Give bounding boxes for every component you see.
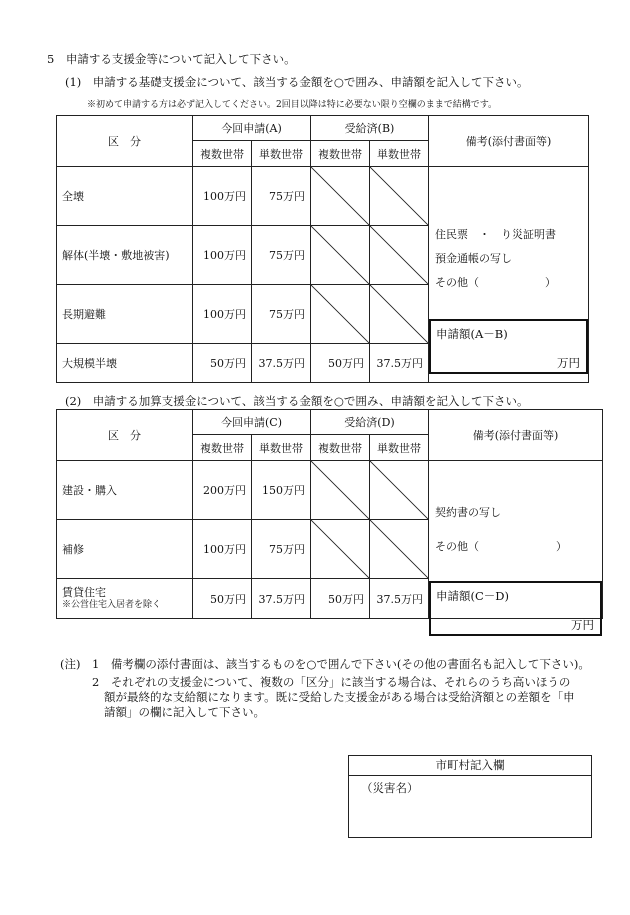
amount-cell[interactable]: 150万円 <box>252 461 311 520</box>
current-single-header: 単数世帯 <box>252 141 311 167</box>
row-label: 補修 <box>57 520 193 579</box>
amount-cell[interactable]: 100万円 <box>193 520 252 579</box>
amount-cell[interactable]: 37.5万円 <box>370 344 429 383</box>
amount-cell[interactable]: 100万円 <box>193 167 252 226</box>
diagonal-cell <box>311 167 370 226</box>
amount-cell[interactable]: 50万円 <box>311 344 370 383</box>
remarks-line[interactable]: その他（ ） <box>435 539 567 553</box>
basic-note: ※初めて申請する方は必ず記入してください。2回目以降は特に必要ない限り空欄のままで結構です。 <box>87 100 498 110</box>
received-single-header: 単数世帯 <box>370 435 429 461</box>
remarks-line[interactable]: 住民票 ・ り災証明書 <box>435 227 557 241</box>
diagonal-cell <box>370 520 429 579</box>
current-application-header: 今回申請(C) <box>193 410 311 435</box>
diagonal-cell <box>370 226 429 285</box>
table-row <box>57 167 589 226</box>
amount-cell[interactable]: 75万円 <box>252 285 311 344</box>
apply-amount-label: 申請額(A－B) <box>436 327 508 341</box>
received-multi-header: 複数世帯 <box>311 435 370 461</box>
amount-cell[interactable]: 50万円 <box>193 579 252 619</box>
diagonal-cell <box>311 226 370 285</box>
received-header: 受給済(D) <box>311 410 429 435</box>
row-label: 建設・購入 <box>57 461 193 520</box>
apply-amount-label: 申請額(C－D) <box>436 589 509 603</box>
current-application-header: 今回申請(A) <box>193 116 311 141</box>
note-item-1: 1 備考欄の添付書面は、該当するものを○で囲んで下さい(その他の書面名も記入して下さい)。 <box>92 657 590 671</box>
apply-amount-ab-box[interactable] <box>429 319 588 374</box>
received-single-header: 単数世帯 <box>370 141 429 167</box>
category-header: 区 分 <box>57 116 193 167</box>
amount-cell[interactable]: 75万円 <box>252 167 311 226</box>
current-multi-header: 複数世帯 <box>193 141 252 167</box>
row-label: 解体(半壊・敷地被害) <box>57 226 193 285</box>
basic-instruction: (1) 申請する基礎支援金について、該当する金額を○で囲み、申請額を記入して下さい。 <box>65 75 529 89</box>
amount-cell[interactable]: 50万円 <box>311 579 370 619</box>
amount-cell[interactable]: 100万円 <box>193 285 252 344</box>
remarks-line[interactable]: 預金通帳の写し <box>435 251 513 265</box>
disaster-name-label[interactable]: （災害名） <box>361 781 419 795</box>
note-item-2-line3: 請額」の欄に記入して下さい。 <box>104 705 265 719</box>
remarks-line[interactable]: その他（ ） <box>435 275 557 289</box>
diagonal-cell <box>370 167 429 226</box>
row-label: 長期避難 <box>57 285 193 344</box>
diagonal-cell <box>370 285 429 344</box>
amount-cell[interactable]: 100万円 <box>193 226 252 285</box>
amount-cell[interactable]: 75万円 <box>252 520 311 579</box>
apply-amount-unit: 万円 <box>571 618 594 632</box>
current-single-header: 単数世帯 <box>252 435 311 461</box>
row-label-cell <box>57 579 193 619</box>
amount-cell[interactable]: 37.5万円 <box>370 579 429 619</box>
table-row <box>57 461 603 520</box>
amount-cell[interactable]: 50万円 <box>193 344 252 383</box>
diagonal-cell <box>311 285 370 344</box>
remarks-line[interactable]: 契約書の写し <box>435 505 501 519</box>
municipal-title: 市町村記入欄 <box>349 756 591 776</box>
row-sub-note: ※公営住宅入居者を除く <box>62 600 162 610</box>
municipal-entry-box <box>348 755 592 838</box>
apply-amount-unit: 万円 <box>557 356 580 370</box>
diagonal-cell <box>311 461 370 520</box>
amount-cell[interactable]: 75万円 <box>252 226 311 285</box>
apply-amount-cd-box[interactable] <box>429 581 602 636</box>
category-header: 区 分 <box>57 410 193 461</box>
note-item-2-line1: 2 それぞれの支援金について、複数の「区分」に該当する場合は、それらのうち高いほうの <box>92 675 571 689</box>
amount-cell[interactable]: 37.5万円 <box>252 579 311 619</box>
current-multi-header: 複数世帯 <box>193 435 252 461</box>
section-heading: 5 申請する支援金等について記入して下さい。 <box>47 52 296 66</box>
received-multi-header: 複数世帯 <box>311 141 370 167</box>
remarks-header: 備考(添付書面等) <box>429 410 603 461</box>
amount-cell[interactable]: 37.5万円 <box>252 344 311 383</box>
diagonal-cell <box>311 520 370 579</box>
row-label: 大規模半壊 <box>57 344 193 383</box>
note-item-2-line2: 額が最終的な支給額になります。既に受給した支援金がある場合は受給済額との差額を「申 <box>104 690 575 704</box>
received-header: 受給済(B) <box>311 116 429 141</box>
row-label: 賃貸住宅 <box>62 586 106 599</box>
notes-label: (注) <box>60 657 81 671</box>
additional-instruction: (2) 申請する加算支援金について、該当する金額を○で囲み、申請額を記入して下さい。 <box>65 394 529 408</box>
row-label: 全壊 <box>57 167 193 226</box>
amount-cell[interactable]: 200万円 <box>193 461 252 520</box>
diagonal-cell <box>370 461 429 520</box>
remarks-header: 備考(添付書面等) <box>429 116 589 167</box>
